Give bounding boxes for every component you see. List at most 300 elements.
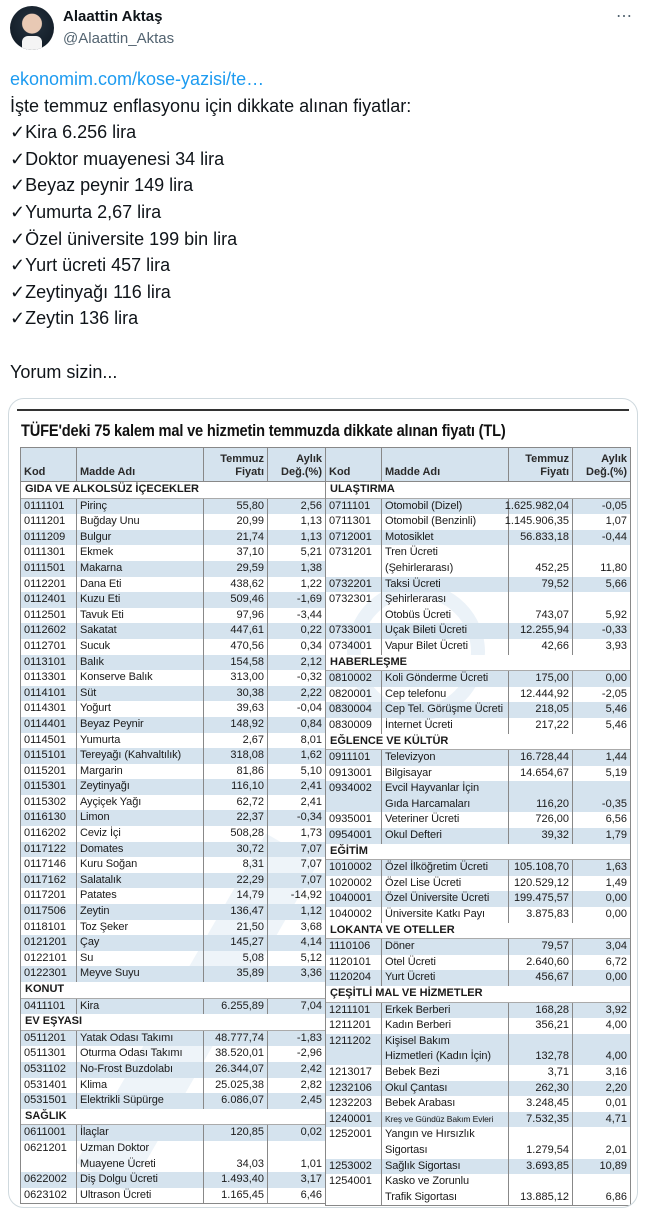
item-change: 1,62 <box>300 749 322 762</box>
table-row <box>21 1046 325 1062</box>
tweet-item: ✓Özel üniversite 199 bin lira <box>10 228 238 249</box>
item-code: 1120101 <box>326 955 382 971</box>
item-change: 3,17 <box>300 1173 322 1186</box>
item-name: Döner <box>382 939 509 955</box>
item-price: 7.532,35 <box>509 1112 573 1128</box>
item-price: 508,28 <box>204 826 268 842</box>
item-name: Üniversite Katkı Payı <box>382 907 509 923</box>
table-row <box>326 1065 630 1081</box>
item-price: 175,00 <box>509 671 573 687</box>
section-header: SAĞLIK <box>21 1109 325 1126</box>
table-row <box>326 1018 630 1034</box>
item-code: 0531102 <box>21 1062 77 1078</box>
table-row <box>21 1093 325 1109</box>
tweet-item: ✓Yumurta 2,67 lira <box>10 201 162 222</box>
table-row <box>21 873 325 889</box>
table-row <box>326 702 630 718</box>
item-code: 0732201 <box>326 577 382 593</box>
table-row <box>21 966 325 982</box>
item-name: Buğday Unu <box>77 514 204 530</box>
item-change: 4,00 <box>605 1050 627 1063</box>
table-row <box>21 733 325 749</box>
item-price: 8,31 <box>204 857 268 873</box>
item-price: 2.640,60 <box>509 955 573 971</box>
table-row <box>326 750 630 766</box>
item-name: Zeytin <box>77 904 204 920</box>
table-row <box>21 810 325 826</box>
item-name: Kuru Soğan <box>77 857 204 873</box>
item-price: 26.344,07 <box>204 1062 268 1078</box>
tweet-item: ✓Doktor muayenesi 34 lira <box>10 148 225 169</box>
item-price: 1.493,40 <box>204 1172 268 1188</box>
header-change: Aylık Değ.(%) <box>281 453 322 478</box>
item-change: 6,72 <box>605 955 627 968</box>
spacer <box>10 332 411 359</box>
table-row <box>326 1159 630 1175</box>
item-price: 120,85 <box>204 1125 268 1141</box>
author-handle[interactable]: @Alaattin_Aktas <box>63 30 175 47</box>
item-name: Cep telefonu <box>382 687 509 703</box>
tweet-item: ✓Zeytin 136 lira <box>10 308 139 329</box>
attached-image[interactable] <box>8 398 638 1208</box>
item-code: 0112701 <box>21 639 77 655</box>
item-price: 38.520,01 <box>204 1046 268 1062</box>
item-name: Limon <box>77 810 204 826</box>
section-header: HABERLEŞME <box>326 655 630 672</box>
item-price: 22,37 <box>204 810 268 826</box>
item-price: 1.279,54 <box>509 1127 573 1158</box>
item-name: Koli Gönderme Ücreti <box>382 671 509 687</box>
item-price: 132,78 <box>509 1034 573 1065</box>
item-name: Bebek Arabası <box>382 1096 509 1112</box>
item-name: Kreş ve Gündüz Bakım Evleri <box>382 1112 509 1128</box>
tweet-text <box>10 66 411 385</box>
item-change: 6,56 <box>605 813 627 826</box>
item-change: -0,34 <box>296 811 322 824</box>
item-code: 0112201 <box>21 577 77 593</box>
item-code: 0114501 <box>21 733 77 749</box>
item-code: 0117506 <box>21 904 77 920</box>
table-row <box>326 1003 630 1019</box>
item-code: 1110106 <box>326 939 382 955</box>
item-code: 0112501 <box>21 608 77 624</box>
item-name: Ayçiçek Yağı <box>77 795 204 811</box>
table-row <box>326 860 630 876</box>
item-code: 1211201 <box>326 1018 382 1034</box>
item-price: 148,92 <box>204 717 268 733</box>
item-code: 1232106 <box>326 1081 382 1097</box>
item-name: Kasko ve Zorunlu Trafik Sigortası <box>382 1174 509 1205</box>
item-price: 79,52 <box>509 577 573 593</box>
header-price: Temmuz Fiyatı <box>204 448 268 481</box>
section-header: ULAŞTIRMA <box>326 482 630 499</box>
item-name: Klima <box>77 1078 204 1094</box>
item-name: Tavuk Eti <box>77 608 204 624</box>
item-name: Vapur Bilet Ücreti <box>382 639 509 655</box>
item-price: 3.875,83 <box>509 907 573 923</box>
table-row <box>21 888 325 904</box>
item-name: Otel Ücreti <box>382 955 509 971</box>
item-change: -14,92 <box>290 889 322 902</box>
item-change: -1,69 <box>296 593 322 606</box>
item-change: 1,38 <box>300 561 322 574</box>
table-row <box>326 530 630 546</box>
tweet-item-list <box>10 119 411 332</box>
item-change: 0,34 <box>300 639 322 652</box>
table-row <box>21 951 325 967</box>
item-price: 42,66 <box>509 639 573 655</box>
item-code: 0111301 <box>21 545 77 561</box>
tweet-item: ✓Zeytinyağı 116 lira <box>10 281 171 302</box>
item-change: 0,02 <box>300 1126 322 1139</box>
item-price: 30,38 <box>204 686 268 702</box>
item-code: 0810002 <box>326 671 382 687</box>
item-change: 8,01 <box>300 733 322 746</box>
item-code: 0115101 <box>21 748 77 764</box>
item-code: 0935001 <box>326 812 382 828</box>
item-code: 1211101 <box>326 1003 382 1019</box>
item-change: 7,04 <box>300 999 322 1012</box>
item-code: 0111501 <box>21 561 77 577</box>
table-row <box>21 842 325 858</box>
item-change: 5,19 <box>605 766 627 779</box>
item-code: 0117122 <box>21 842 77 858</box>
item-change: 5,21 <box>300 546 322 559</box>
item-price: 217,22 <box>509 718 573 734</box>
item-name: Otomobil (Benzinli) <box>382 514 509 530</box>
header-code: Kod <box>21 448 77 481</box>
item-code: 0954001 <box>326 828 382 844</box>
item-change: 4,00 <box>605 1019 627 1032</box>
item-name: Kuzu Eti <box>77 592 204 608</box>
item-name: Televizyon <box>382 750 509 766</box>
item-code: 1253002 <box>326 1159 382 1175</box>
item-code: 0734001 <box>326 639 382 655</box>
item-code: 1252001 <box>326 1127 382 1158</box>
item-change: 1,44 <box>605 751 627 764</box>
table-row <box>326 781 630 812</box>
item-price: 120.529,12 <box>509 876 573 892</box>
item-price: 39,63 <box>204 701 268 717</box>
item-code: 0611001 <box>21 1125 77 1141</box>
item-name: Yumurta <box>77 733 204 749</box>
item-name: Evcil Hayvanlar İçin Gıda Harcamaları <box>382 781 509 812</box>
item-change: 1,73 <box>300 827 322 840</box>
item-name: Uçak Bileti Ücreti <box>382 623 509 639</box>
table-row <box>326 1096 630 1112</box>
item-price: 262,30 <box>509 1081 573 1097</box>
item-name: Kişisel Bakım Hizmetleri (Kadın İçin) <box>382 1034 509 1065</box>
item-change: 2,22 <box>300 686 322 699</box>
item-change: 1,12 <box>300 905 322 918</box>
item-change: 5,46 <box>605 718 627 731</box>
item-price: 29,59 <box>204 561 268 577</box>
table-row <box>21 686 325 702</box>
item-change: 1,79 <box>605 829 627 842</box>
item-change: 1,63 <box>605 861 627 874</box>
table-row <box>21 920 325 936</box>
item-code: 0122101 <box>21 951 77 967</box>
item-change: 2,01 <box>605 1143 627 1156</box>
item-change: 7,07 <box>300 858 322 871</box>
table-row <box>326 687 630 703</box>
item-name: Yurt Ücreti <box>382 970 509 986</box>
item-name: Kadın Berberi <box>382 1018 509 1034</box>
item-change: 1,22 <box>300 577 322 590</box>
item-code: 0111101 <box>21 499 77 515</box>
table-row <box>21 999 325 1015</box>
item-name: Dana Eti <box>77 577 204 593</box>
item-price: 39,32 <box>509 828 573 844</box>
item-name: Erkek Berberi <box>382 1003 509 1019</box>
item-price: 6.255,89 <box>204 999 268 1015</box>
table-row <box>326 1127 630 1158</box>
item-price: 154,58 <box>204 655 268 671</box>
item-price: 21,50 <box>204 920 268 936</box>
avatar[interactable] <box>10 6 54 50</box>
item-name: Diş Dolgu Ücreti <box>77 1172 204 1188</box>
item-name: Kira <box>77 999 204 1015</box>
item-price: 743,07 <box>509 592 573 623</box>
item-code: 1213017 <box>326 1065 382 1081</box>
table-row <box>326 970 630 986</box>
item-code: 0114401 <box>21 717 77 733</box>
item-name: Domates <box>77 842 204 858</box>
item-name: Özel Üniversite Ücreti <box>382 891 509 907</box>
item-change: -0,33 <box>601 624 627 637</box>
item-code: 1254001 <box>326 1174 382 1205</box>
table-header <box>326 448 630 482</box>
table-row <box>326 876 630 892</box>
item-price: 1.165,45 <box>204 1188 268 1204</box>
table-row <box>326 671 630 687</box>
item-change: 2,45 <box>300 1094 322 1107</box>
table-row <box>326 939 630 955</box>
item-name: Su <box>77 951 204 967</box>
item-change: 0,00 <box>605 971 627 984</box>
item-name: Otomobil (Dizel) <box>382 499 509 515</box>
table-row <box>21 530 325 546</box>
item-change: 1,49 <box>605 876 627 889</box>
item-price: 3.248,45 <box>509 1096 573 1112</box>
item-change: 6,86 <box>605 1190 627 1203</box>
price-table-right <box>325 447 631 1206</box>
item-code: 0117162 <box>21 873 77 889</box>
item-name: Sakatat <box>77 623 204 639</box>
item-code: 0113101 <box>21 655 77 671</box>
item-code: 0122301 <box>21 966 77 982</box>
item-code: 0621201 <box>21 1141 77 1172</box>
item-price: 13.885,12 <box>509 1174 573 1205</box>
item-name: Yoğurt <box>77 701 204 717</box>
item-price: 470,56 <box>204 639 268 655</box>
item-code: 0113301 <box>21 670 77 686</box>
item-change: 7,07 <box>300 873 322 886</box>
table-row <box>21 1141 325 1172</box>
table-row <box>326 514 630 530</box>
item-price: 56.833,18 <box>509 530 573 546</box>
item-price: 313,00 <box>204 670 268 686</box>
item-code: 0116130 <box>21 810 77 826</box>
table-row <box>326 1034 630 1065</box>
item-code: 0111201 <box>21 514 77 530</box>
item-change: 3,68 <box>300 920 322 933</box>
item-change: -0,32 <box>296 671 322 684</box>
item-code: 1040001 <box>326 891 382 907</box>
item-code: 0820001 <box>326 687 382 703</box>
section-header: GIDA VE ALKOLSÜZ İÇECEKLER <box>21 482 325 499</box>
tweet-item: ✓Beyaz peynir 149 lira <box>10 175 194 196</box>
item-price: 25.025,38 <box>204 1078 268 1094</box>
item-change: -0,05 <box>601 499 627 512</box>
item-code: 0112401 <box>21 592 77 608</box>
item-change: 2,56 <box>300 499 322 512</box>
item-code: 0732301 <box>326 592 382 623</box>
item-price: 22,29 <box>204 873 268 889</box>
item-price: 116,20 <box>509 781 573 812</box>
item-change: -0,35 <box>601 797 627 810</box>
table-row <box>326 907 630 923</box>
item-code: 0117201 <box>21 888 77 904</box>
item-price: 1.145.906,35 <box>509 514 573 530</box>
price-table-left <box>20 447 326 1204</box>
table-row <box>21 717 325 733</box>
tweet-item: ✓Kira 6.256 lira <box>10 122 137 143</box>
table-row <box>326 545 630 576</box>
table-row <box>326 499 630 515</box>
tweet-item: ✓Yurt ücreti 457 lira <box>10 255 171 276</box>
item-change: -2,05 <box>601 687 627 700</box>
item-price: 452,25 <box>509 545 573 576</box>
item-price: 30,72 <box>204 842 268 858</box>
table-row <box>21 514 325 530</box>
item-change: 5,92 <box>605 608 627 621</box>
item-name: Veteriner Ücreti <box>382 812 509 828</box>
section-header: EV EŞYASI <box>21 1014 325 1031</box>
tweet-closing: Yorum sizin... <box>10 361 118 382</box>
item-name: Okul Çantası <box>382 1081 509 1097</box>
item-price: 16.728,44 <box>509 750 573 766</box>
item-code: 0111209 <box>21 530 77 546</box>
item-change: 2,20 <box>605 1081 627 1094</box>
table-row <box>21 904 325 920</box>
table-row <box>21 639 325 655</box>
article-link[interactable]: ekonomim.com/kose-yazisi/te… <box>10 69 265 89</box>
table-row <box>21 623 325 639</box>
table-row <box>21 826 325 842</box>
item-price: 105.108,70 <box>509 860 573 876</box>
section-header: LOKANTA VE OTELLER <box>326 923 630 940</box>
item-price: 81,86 <box>204 764 268 780</box>
table-header <box>21 448 325 482</box>
table-row <box>21 857 325 873</box>
item-code: 0934002 <box>326 781 382 812</box>
item-name: Şehirlerarası Otobüs Ücreti <box>382 592 509 623</box>
item-price: 356,21 <box>509 1018 573 1034</box>
item-name: Oturma Odası Takımı <box>77 1046 204 1062</box>
item-change: 2,41 <box>300 795 322 808</box>
item-change: 2,12 <box>300 655 322 668</box>
table-row <box>326 1174 630 1205</box>
item-code: 1211202 <box>326 1034 382 1065</box>
section-header: EĞLENCE VE KÜLTÜR <box>326 734 630 751</box>
item-code: 0115301 <box>21 779 77 795</box>
item-name: Bebek Bezi <box>382 1065 509 1081</box>
item-code: 1020002 <box>326 876 382 892</box>
item-name: Pirinç <box>77 499 204 515</box>
item-change: 2,42 <box>300 1062 322 1075</box>
item-change: 0,00 <box>605 908 627 921</box>
table-row <box>21 764 325 780</box>
item-change: 7,07 <box>300 842 322 855</box>
item-price: 14,79 <box>204 888 268 904</box>
item-code: 0712001 <box>326 530 382 546</box>
item-change: -0,44 <box>601 530 627 543</box>
table-row <box>326 812 630 828</box>
item-code: 1232203 <box>326 1096 382 1112</box>
item-name: Sağlık Sigortası <box>382 1159 509 1175</box>
item-name: Margarin <box>77 764 204 780</box>
item-code: 0711101 <box>326 499 382 515</box>
table-row <box>326 639 630 655</box>
item-price: 116,10 <box>204 779 268 795</box>
item-code: 0411101 <box>21 999 77 1015</box>
author-name[interactable]: Alaattin Aktaş <box>63 8 163 25</box>
item-name: Bulgur <box>77 530 204 546</box>
item-change: 11,80 <box>600 561 627 574</box>
section-header: EĞİTİM <box>326 844 630 861</box>
table-row <box>326 718 630 734</box>
item-price: 20,99 <box>204 514 268 530</box>
table-row <box>21 1062 325 1078</box>
item-change: -1,83 <box>296 1031 322 1044</box>
item-code: 0731201 <box>326 545 382 576</box>
item-change: 0,00 <box>605 892 627 905</box>
item-code: 0531501 <box>21 1093 77 1109</box>
item-code: 1040002 <box>326 907 382 923</box>
item-change: 3,93 <box>605 639 627 652</box>
item-name: Tren Ücreti (Şehirlerarası) <box>382 545 509 576</box>
table-row <box>21 795 325 811</box>
item-code: 0112602 <box>21 623 77 639</box>
item-code: 0511301 <box>21 1046 77 1062</box>
item-price: 14.654,67 <box>509 766 573 782</box>
table-row <box>21 748 325 764</box>
item-code: 0830004 <box>326 702 382 718</box>
item-code: 0830009 <box>326 718 382 734</box>
item-name: Konserve Balık <box>77 670 204 686</box>
item-price: 55,80 <box>204 499 268 515</box>
table-row <box>326 828 630 844</box>
more-options-icon[interactable]: ⋯ <box>616 8 633 25</box>
table-row <box>21 499 325 515</box>
item-code: 1010002 <box>326 860 382 876</box>
item-code: 1120204 <box>326 970 382 986</box>
section-header: KONUT <box>21 982 325 999</box>
item-code: 0711301 <box>326 514 382 530</box>
item-name: Özel İlköğretim Ücreti <box>382 860 509 876</box>
item-name: Cep Tel. Görüşme Ücreti <box>382 702 509 718</box>
table-row <box>21 577 325 593</box>
item-price: 35,89 <box>204 966 268 982</box>
table-row <box>21 655 325 671</box>
price-table-image <box>17 403 629 1203</box>
table-row <box>326 891 630 907</box>
item-price: 438,62 <box>204 577 268 593</box>
item-name: Meyve Suyu <box>77 966 204 982</box>
item-change: 5,66 <box>605 577 627 590</box>
item-name: Balık <box>77 655 204 671</box>
